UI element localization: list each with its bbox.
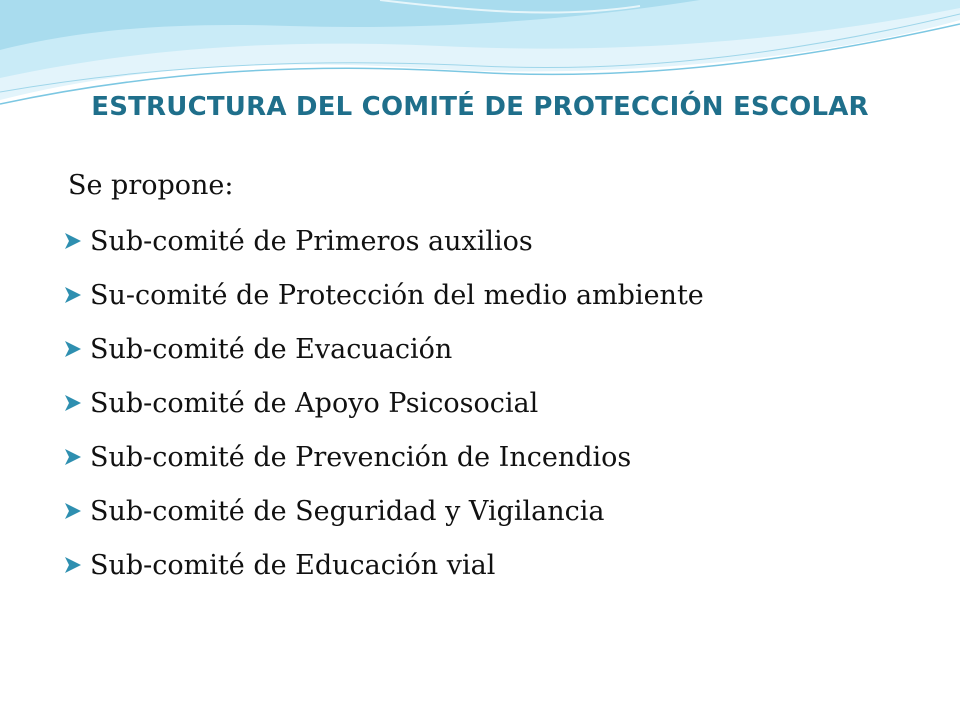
list-item [62, 538, 942, 592]
arrowhead-bullet-icon [62, 500, 84, 522]
list-item-label: Sub-comité de Primeros auxilios [90, 225, 533, 257]
list-item-label: Su-comité de Protección del medio ambiente [90, 279, 704, 311]
list-item-label: Sub-comité de Seguridad y Vigilancia [90, 495, 605, 527]
arrowhead-bullet-icon [62, 554, 84, 576]
arrowhead-bullet-icon [62, 338, 84, 360]
subcommittee-list [62, 214, 942, 592]
slide-content [62, 158, 942, 592]
arrowhead-bullet-icon [62, 284, 84, 306]
intro-text: Se propone: [68, 170, 234, 201]
arrowhead-bullet-icon [62, 446, 84, 468]
list-item-label: Sub-comité de Prevención de Incendios [90, 441, 632, 473]
list-item [62, 376, 942, 430]
slide-title: ESTRUCTURA DEL COMITÉ DE PROTECCIÓN ESCOLAR [91, 92, 869, 122]
list-item-label: Sub-comité de Evacuación [90, 333, 453, 365]
list-item [62, 430, 942, 484]
list-item [62, 214, 942, 268]
list-item [62, 322, 942, 376]
list-item [62, 484, 942, 538]
list-item-label: Sub-comité de Educación vial [90, 549, 496, 581]
list-item [62, 268, 942, 322]
arrowhead-bullet-icon [62, 392, 84, 414]
arrowhead-bullet-icon [62, 230, 84, 252]
list-item-label: Sub-comité de Apoyo Psicosocial [90, 387, 539, 419]
